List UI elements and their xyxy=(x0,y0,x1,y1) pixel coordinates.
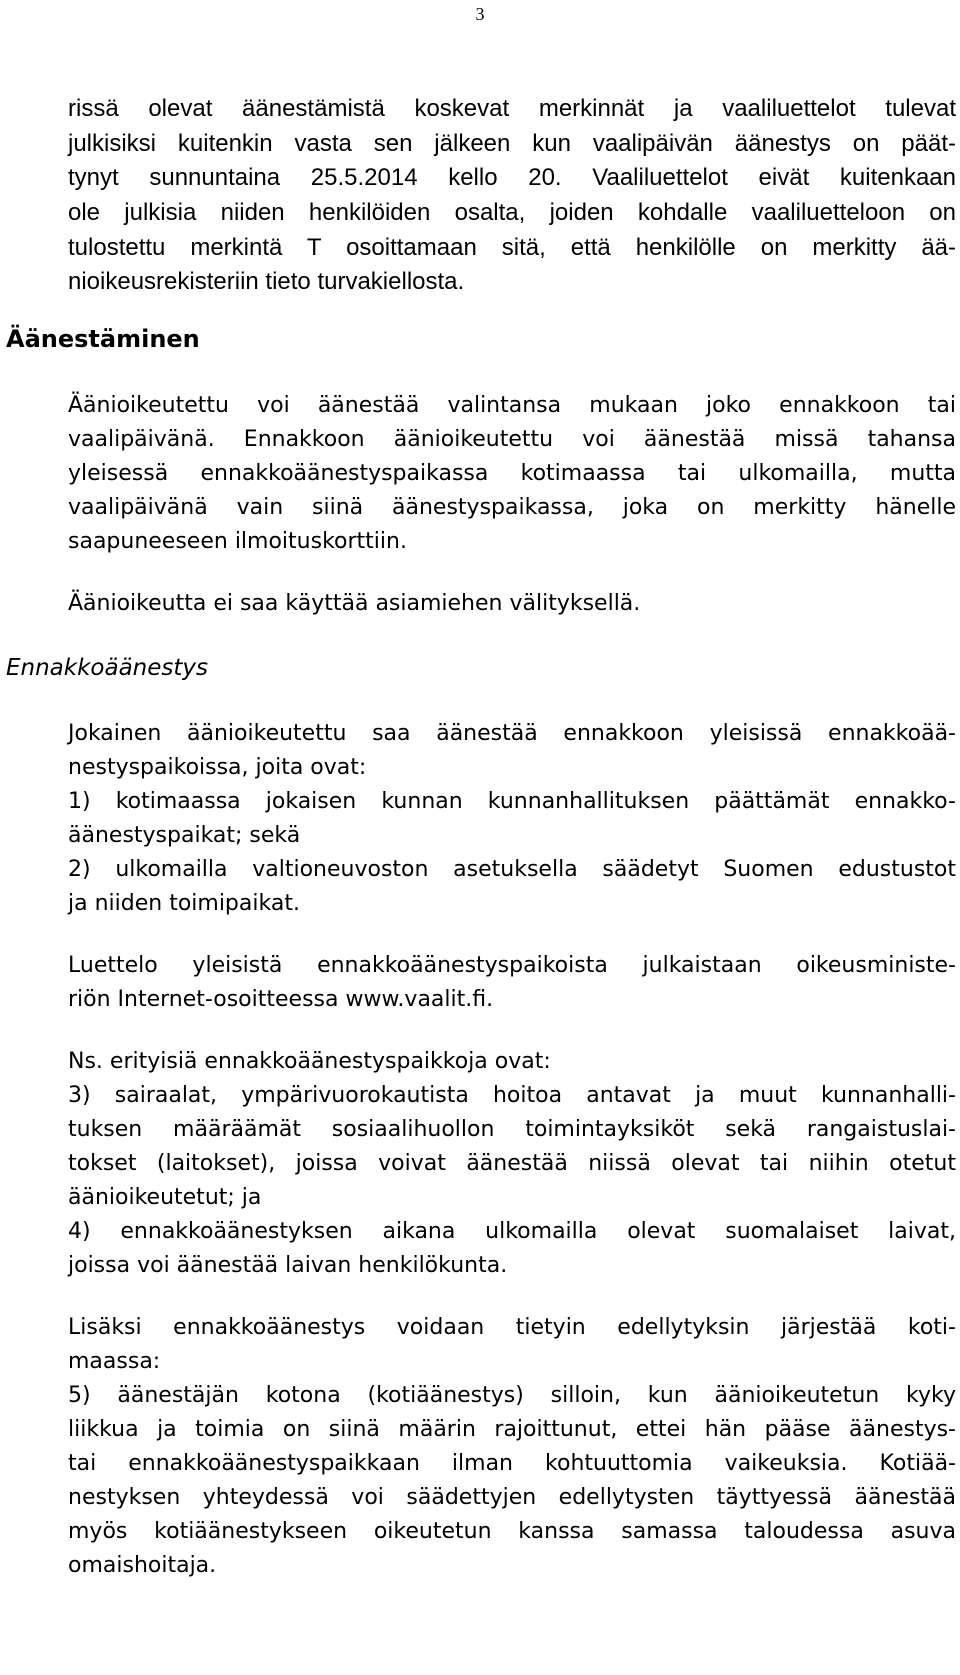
text-line: Jokainen äänioikeutettu saa äänestää ennakkoon yleisissä ennakkoää- xyxy=(68,721,956,746)
section-heading-ennakkoaanestys: Ennakkoäänestys xyxy=(6,655,209,681)
text-line: äänioikeutetut; ja xyxy=(68,1185,262,1210)
text-line: yleisessä ennakkoäänestyspaikassa kotimaassa tai ulkomailla, mutta xyxy=(68,461,956,486)
text-line: tuksen määräämät sosiaalihuollon toimintayksiköt sekä rangaistuslai- xyxy=(68,1117,956,1142)
text-line: riön Internet-osoitteessa www.vaalit.fi. xyxy=(68,987,494,1012)
text-line: 1) kotimaassa jokaisen kunnan kunnanhallituksen päättämät ennakko- xyxy=(68,789,956,814)
text-line: nioikeusrekisteriin tieto turvakiellosta. xyxy=(68,268,465,295)
text-line: tulostettu merkintä T osoittamaan sitä, että henkilölle on merkitty ää- xyxy=(68,234,956,261)
text-line: myös kotiäänestykseen oikeutetun kanssa samassa taloudessa asuva xyxy=(68,1519,956,1544)
text-line: saapuneeseen ilmoituskorttiin. xyxy=(68,529,407,554)
text-line: rissä olevat äänestämistä koskevat merkinnät ja vaaliluettelot tulevat xyxy=(68,95,956,122)
text-line: 2) ulkomailla valtioneuvoston asetuksella säädetyt Suomen edustustot xyxy=(68,857,956,882)
text-line: tokset (laitokset), joissa voivat äänestää niissä olevat tai niihin otetut xyxy=(68,1151,956,1176)
text-line: Ns. erityisiä ennakkoäänestyspaikkoja ovat: xyxy=(68,1049,551,1074)
text-line: äänestyspaikat; sekä xyxy=(68,823,301,848)
text-line: ja niiden toimipaikat. xyxy=(68,891,300,916)
text-line: maassa: xyxy=(68,1349,161,1374)
aanestaminen-paragraph-2: Äänioikeutta ei saa käyttää asiamiehen välityksellä. xyxy=(68,591,641,616)
text-line: omaishoitaja. xyxy=(68,1553,217,1578)
text-line: Äänioikeutettu voi äänestää valintansa mukaan joko ennakkoon tai xyxy=(68,393,956,418)
text-line: Lisäksi ennakkoäänestys voidaan tietyin edellytyksin järjestää koti- xyxy=(68,1315,956,1340)
text-line: tynyt sunnuntaina 25.5.2014 kello 20. Vaaliluettelot eivät kuitenkaan xyxy=(68,164,956,191)
page-number: 3 xyxy=(475,4,485,24)
text-line: joissa voi äänestää laivan henkilökunta. xyxy=(68,1253,508,1278)
text-line: 3) sairaalat, ympärivuorokautista hoitoa antavat ja muut kunnanhalli- xyxy=(68,1083,956,1108)
text-line: 4) ennakkoäänestyksen aikana ulkomailla olevat suomalaiset laivat, xyxy=(68,1219,956,1244)
text-line: tai ennakkoäänestyspaikkaan ilman kohtuuttomia vaikeuksia. Kotiää- xyxy=(68,1451,956,1476)
text-line: nestyksen yhteydessä voi säädettyjen edellytysten täyttyessä äänestää xyxy=(68,1485,956,1510)
text-line: 5) äänestäjän kotona (kotiäänestys) silloin, kun äänioikeutetun kyky xyxy=(68,1383,956,1408)
text-line: vaalipäivänä vain siinä äänestyspaikassa, joka on merkitty hänelle xyxy=(68,495,956,520)
text-line: Luettelo yleisistä ennakkoäänestyspaikoista julkaistaan oikeusministe- xyxy=(68,953,956,978)
text-line: liikkua ja toimia on siinä määrin rajoittunut, ettei hän pääse äänestys- xyxy=(68,1417,956,1442)
text-line: nestyspaikoissa, joita ovat: xyxy=(68,755,367,780)
section-heading-aanestaminen: Äänestäminen xyxy=(6,325,200,353)
text-line: vaalipäivänä. Ennakkoon äänioikeutettu voi äänestää missä tahansa xyxy=(68,427,956,452)
text-line: ole julkisia niiden henkilöiden osalta, joiden kohdalle vaaliluetteloon on xyxy=(68,199,956,226)
text-line: julkisiksi kuitenkin vasta sen jälkeen kun vaalipäivän äänestys on päät- xyxy=(68,130,956,157)
